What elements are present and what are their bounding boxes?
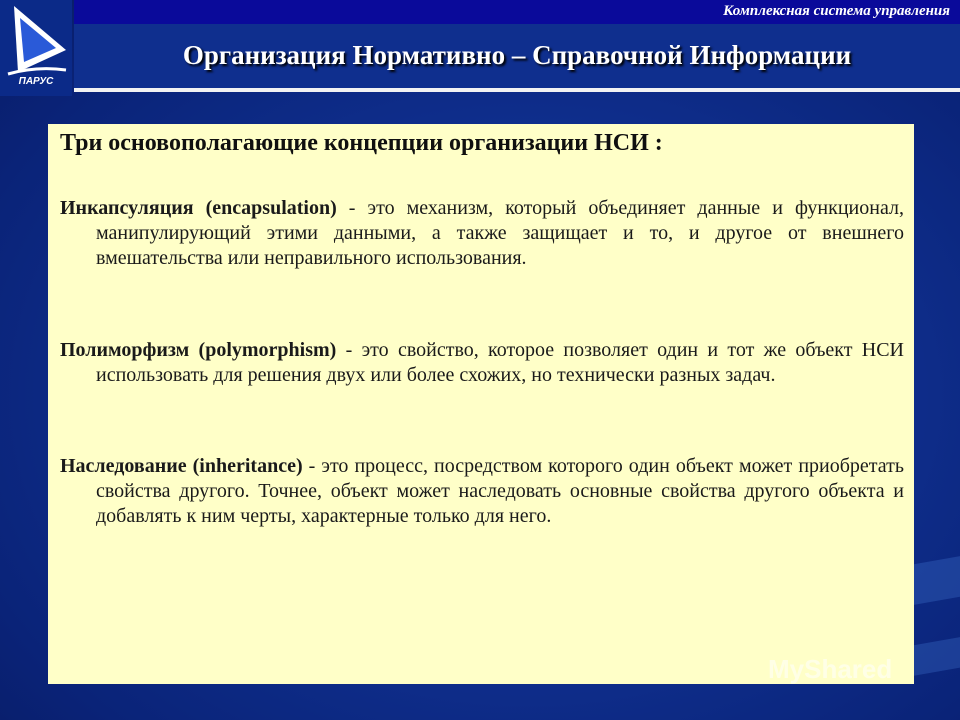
panel-heading: Три основополагающие концепции организации НСИ : (60, 130, 663, 156)
concept-description: - это свойство, которое позволяет один и тот же объект НСИ использовать для решения двух или более схожих, но технически разных задач. (96, 339, 905, 386)
logo-text: ПАРУС (18, 76, 54, 87)
concept-term: Инкапсуляция (encapsulation) (60, 197, 337, 219)
concept-inheritance (60, 454, 904, 529)
concept-description: - это механизм, который объединяет данные и функционал, манипулирующий этими данными, а также защищает и то, и другое от внешнего вмешательства или неправильного использования. (96, 197, 904, 269)
company-logo (0, 0, 72, 96)
top-strip (74, 0, 960, 24)
concept-encapsulation (60, 196, 904, 271)
parus-sail-icon (0, 0, 72, 96)
watermark-text: MyShared (768, 654, 893, 684)
concept-term: Наследование (inheritance) (60, 455, 303, 477)
system-name: Комплексная система управления (723, 3, 950, 19)
page-title: Организация Нормативно – Справочной Информации (182, 40, 852, 70)
watermark (768, 654, 892, 685)
concept-polymorphism (60, 338, 904, 388)
content-panel (48, 124, 914, 684)
concept-description: - это процесс, посредством которого один объект может приобретать свойства другого. Точнее, объект может наследовать основные свойства другого объекта и добавлять к ним черты, характерные только для него. (96, 455, 904, 527)
title-divider (74, 88, 960, 92)
concept-term: Полиморфизм (polymorphism) (60, 339, 337, 361)
